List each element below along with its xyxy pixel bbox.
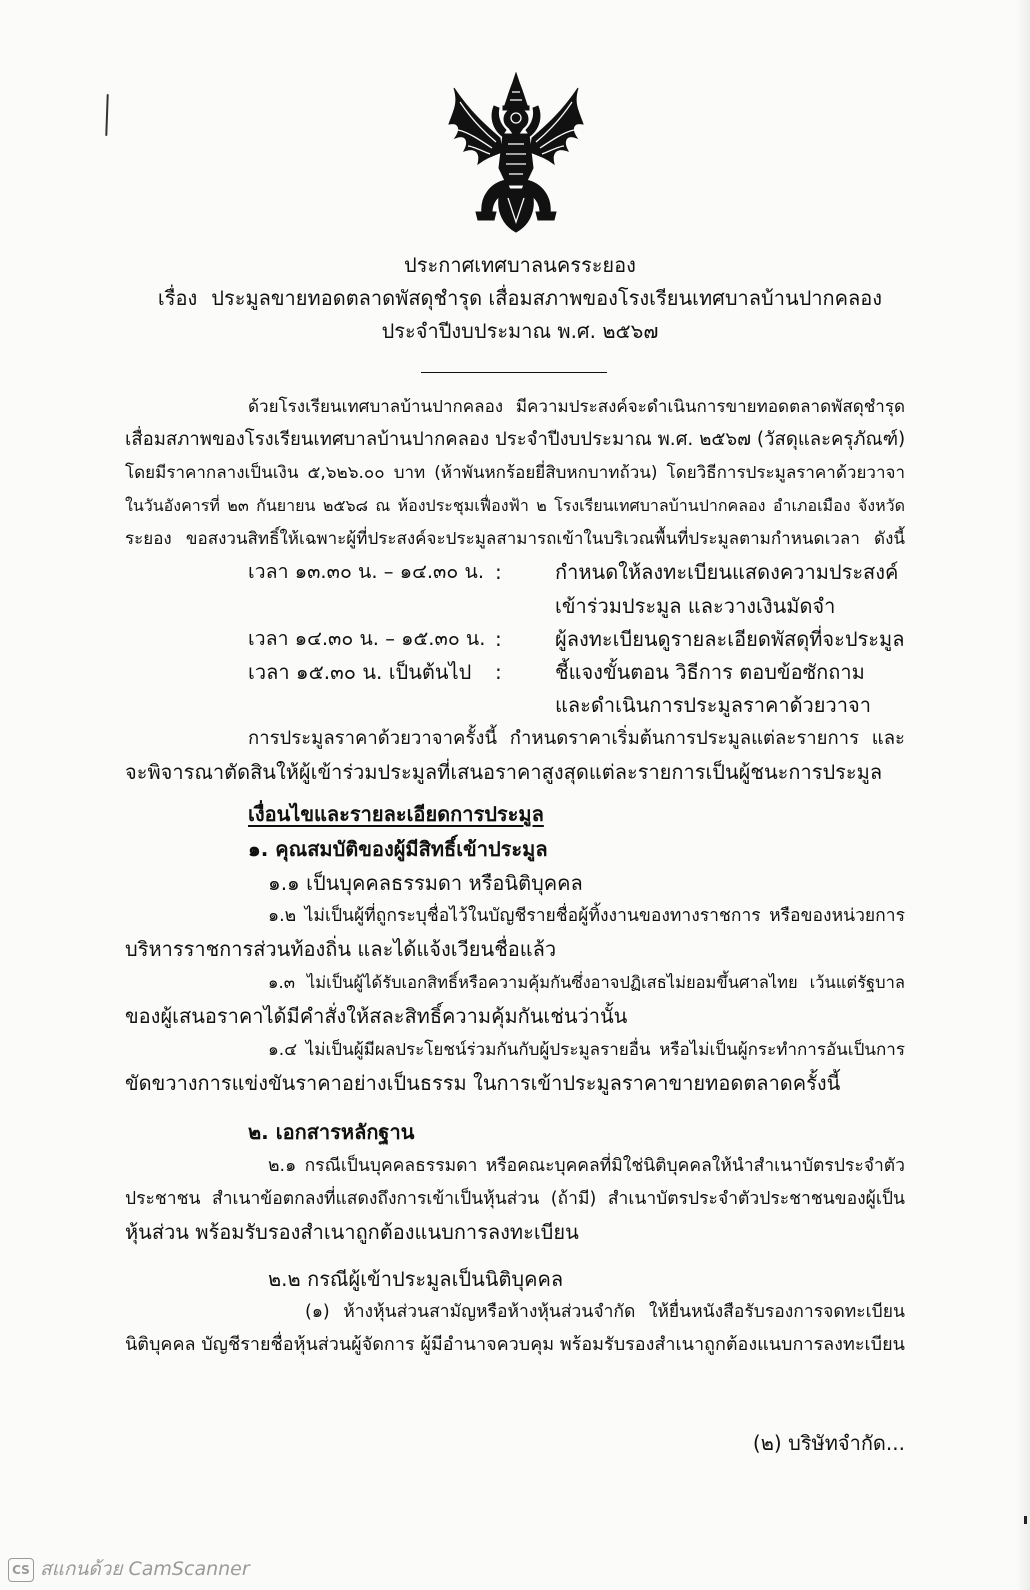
document-subitem: (๑) ห้างหุ้นส่วนสามัญหรือห้างหุ้นส่วนจำกัด ให้ยื่นหนังสือรับรองการจดทะเบียน <box>305 1302 905 1322</box>
qualification-item: ๑.๑ เป็นบุคคลธรรมดา หรือนิติบุคคล <box>268 871 583 895</box>
schedule-detail: กำหนดให้ลงทะเบียนแสดงความประสงค์ <box>555 560 899 584</box>
auction-terms-line: จะพิจารณาตัดสินให้ผู้เข้าร่วมประมูลที่เสนอราคาสูงสุดแต่ละรายการเป็นผู้ชนะการประมูล <box>125 760 883 784</box>
schedule-time: เวลา ๑๓.๓๐ น. – ๑๔.๓๐ น. <box>248 560 485 583</box>
subject-label: เรื่อง <box>157 286 198 310</box>
subject-line <box>130 282 910 314</box>
document-item-cont: ประชาชน สำเนาข้อตกลงที่แสดงถึงการเข้าเป็นหุ้นส่วน (ถ้ามี) สำเนาบัตรประจำตัวประชาชนของผู้เป็น <box>125 1189 905 1209</box>
schedule-detail: และดำเนินการประมูลราคาด้วยวาจา <box>555 693 871 717</box>
qualification-item-cont: ขัดขวางการแข่งขันราคาอย่างเป็นธรรม ในการเข้าประมูลราคาขายทอดตลาดครั้งนี้ <box>125 1071 841 1095</box>
camscanner-watermark: สแกนด้วย CamScanner <box>40 1558 250 1580</box>
qualification-item: ๑.๒ ไม่เป็นผู้ที่ถูกระบุชื่อไว้ในบัญชีรายชื่อผู้ทิ้งงานของทางราชการ หรือของหน่วยการ <box>268 906 905 926</box>
camscanner-logo: CS <box>8 1558 34 1582</box>
header-divider <box>421 372 607 373</box>
subject-text: ประมูลขายทอดตลาดพัสดุชำรุด เสื่อมสภาพของโรงเรียนเทศบาลบ้านปากคลอง <box>211 286 883 310</box>
schedule-separator: : <box>495 627 502 651</box>
intro-line: เสื่อมสภาพของโรงเรียนเทศบาลบ้านปากคลอง ประจำปีงบประมาณ พ.ศ. ๒๕๖๗ (วัสดุและครุภัณฑ์) <box>125 429 906 450</box>
schedule-separator: : <box>495 660 502 684</box>
document-item: ๒.๑ กรณีเป็นบุคคลธรรมดา หรือคณะบุคคลที่มิใช่นิติบุคคลให้นำสำเนาบัตรประจำตัว <box>268 1156 905 1176</box>
continuation-text: (๒) บริษัทจำกัด... <box>752 1431 905 1455</box>
auction-terms-line: การประมูลราคาด้วยวาจาครั้งนี้ กำหนดราคาเริ่มต้นการประมูลแต่ละรายการ และ <box>248 728 905 749</box>
page-edge-shadow <box>1016 0 1030 1590</box>
scan-mark <box>105 94 108 136</box>
schedule-detail: ชี้แจงขั้นตอน วิธีการ ตอบข้อซักถาม <box>555 660 865 684</box>
document-subitem-cont: นิติบุคคล บัญชีรายชื่อหุ้นส่วนผู้จัดการ ผู้มีอำนาจควบคุม พร้อมรับรองสำเนาถูกต้องแนบการลงทะเบียน <box>125 1334 905 1355</box>
agency-title: ประกาศเทศบาลนครระยอง <box>404 253 636 277</box>
schedule-separator: : <box>495 560 502 584</box>
qualification-item-cont: ของผู้เสนอราคาได้มีคำสั่งให้สละสิทธิ์ความคุ้มกันเช่นว่านั้น <box>125 1004 628 1028</box>
edge-mark <box>1024 1516 1027 1524</box>
schedule-time: เวลา ๑๕.๓๐ น. เป็นต้นไป <box>248 660 472 684</box>
qualification-item: ๑.๔ ไม่เป็นผู้มีผลประโยชน์ร่วมกันกับผู้ประมูลรายอื่น หรือไม่เป็นผู้กระทำการอันเป็นการ <box>268 1040 905 1060</box>
schedule-detail: เข้าร่วมประมูล และวางเงินมัดจำ <box>555 594 836 618</box>
qualification-item-cont: บริหารราชการส่วนท้องถิ่น และได้แจ้งเวียนชื่อแล้ว <box>125 937 557 961</box>
fiscal-year: ประจำปีงบประมาณ พ.ศ. ๒๕๖๗ <box>381 319 659 343</box>
intro-line: ระยอง ขอสงวนสิทธิ์ให้เฉพาะผู้ที่ประสงค์จะประมูลสามารถเข้าในบริเวณพื้นที่ประมูลตามกำหนดเวลา ดังนี้ <box>125 529 905 549</box>
garuda-emblem-icon <box>446 72 586 234</box>
schedule-time: เวลา ๑๔.๓๐ น. – ๑๕.๓๐ น. <box>248 627 486 650</box>
conditions-heading: เงื่อนไขและรายละเอียดการประมูล <box>248 802 544 826</box>
schedule-detail: ผู้ลงทะเบียนดูรายละเอียดพัสดุที่จะประมูล <box>555 627 905 651</box>
document-item-cont: หุ้นส่วน พร้อมรับรองสำเนาถูกต้องแนบการลงทะเบียน <box>125 1220 579 1244</box>
intro-line: ในวันอังคารที่ ๒๓ กันยายน ๒๕๖๘ ณ ห้องประชุมเฟื่องฟ้า ๒ โรงเรียนเทศบาลบ้านปากคลอง อำเภอเมือง จังหวัด <box>125 496 905 515</box>
intro-line: ด้วยโรงเรียนเทศบาลบ้านปากคลอง มีความประสงค์จะดำเนินการขายทอดตลาดพัสดุชำรุด <box>248 397 905 417</box>
qualification-item: ๑.๓ ไม่เป็นผู้ได้รับเอกสิทธิ์หรือความคุ้มกันซึ่งอาจปฏิเสธไม่ยอมขึ้นศาลไทย เว้นแต่รัฐบาล <box>268 973 905 992</box>
intro-line: โดยมีราคากลางเป็นเงิน ๕,๖๒๖.๐๐ บาท (ห้าพันหกร้อยยี่สิบหกบาทถ้วน) โดยวิธีการประมูลราคาด้วยวาจา <box>125 463 905 483</box>
document-item: ๒.๒ กรณีผู้เข้าประมูลเป็นนิติบุคคล <box>268 1267 564 1291</box>
section-title: ๑. คุณสมบัติของผู้มีสิทธิ์เข้าประมูล <box>248 837 548 861</box>
section-title: ๒. เอกสารหลักฐาน <box>248 1120 415 1144</box>
